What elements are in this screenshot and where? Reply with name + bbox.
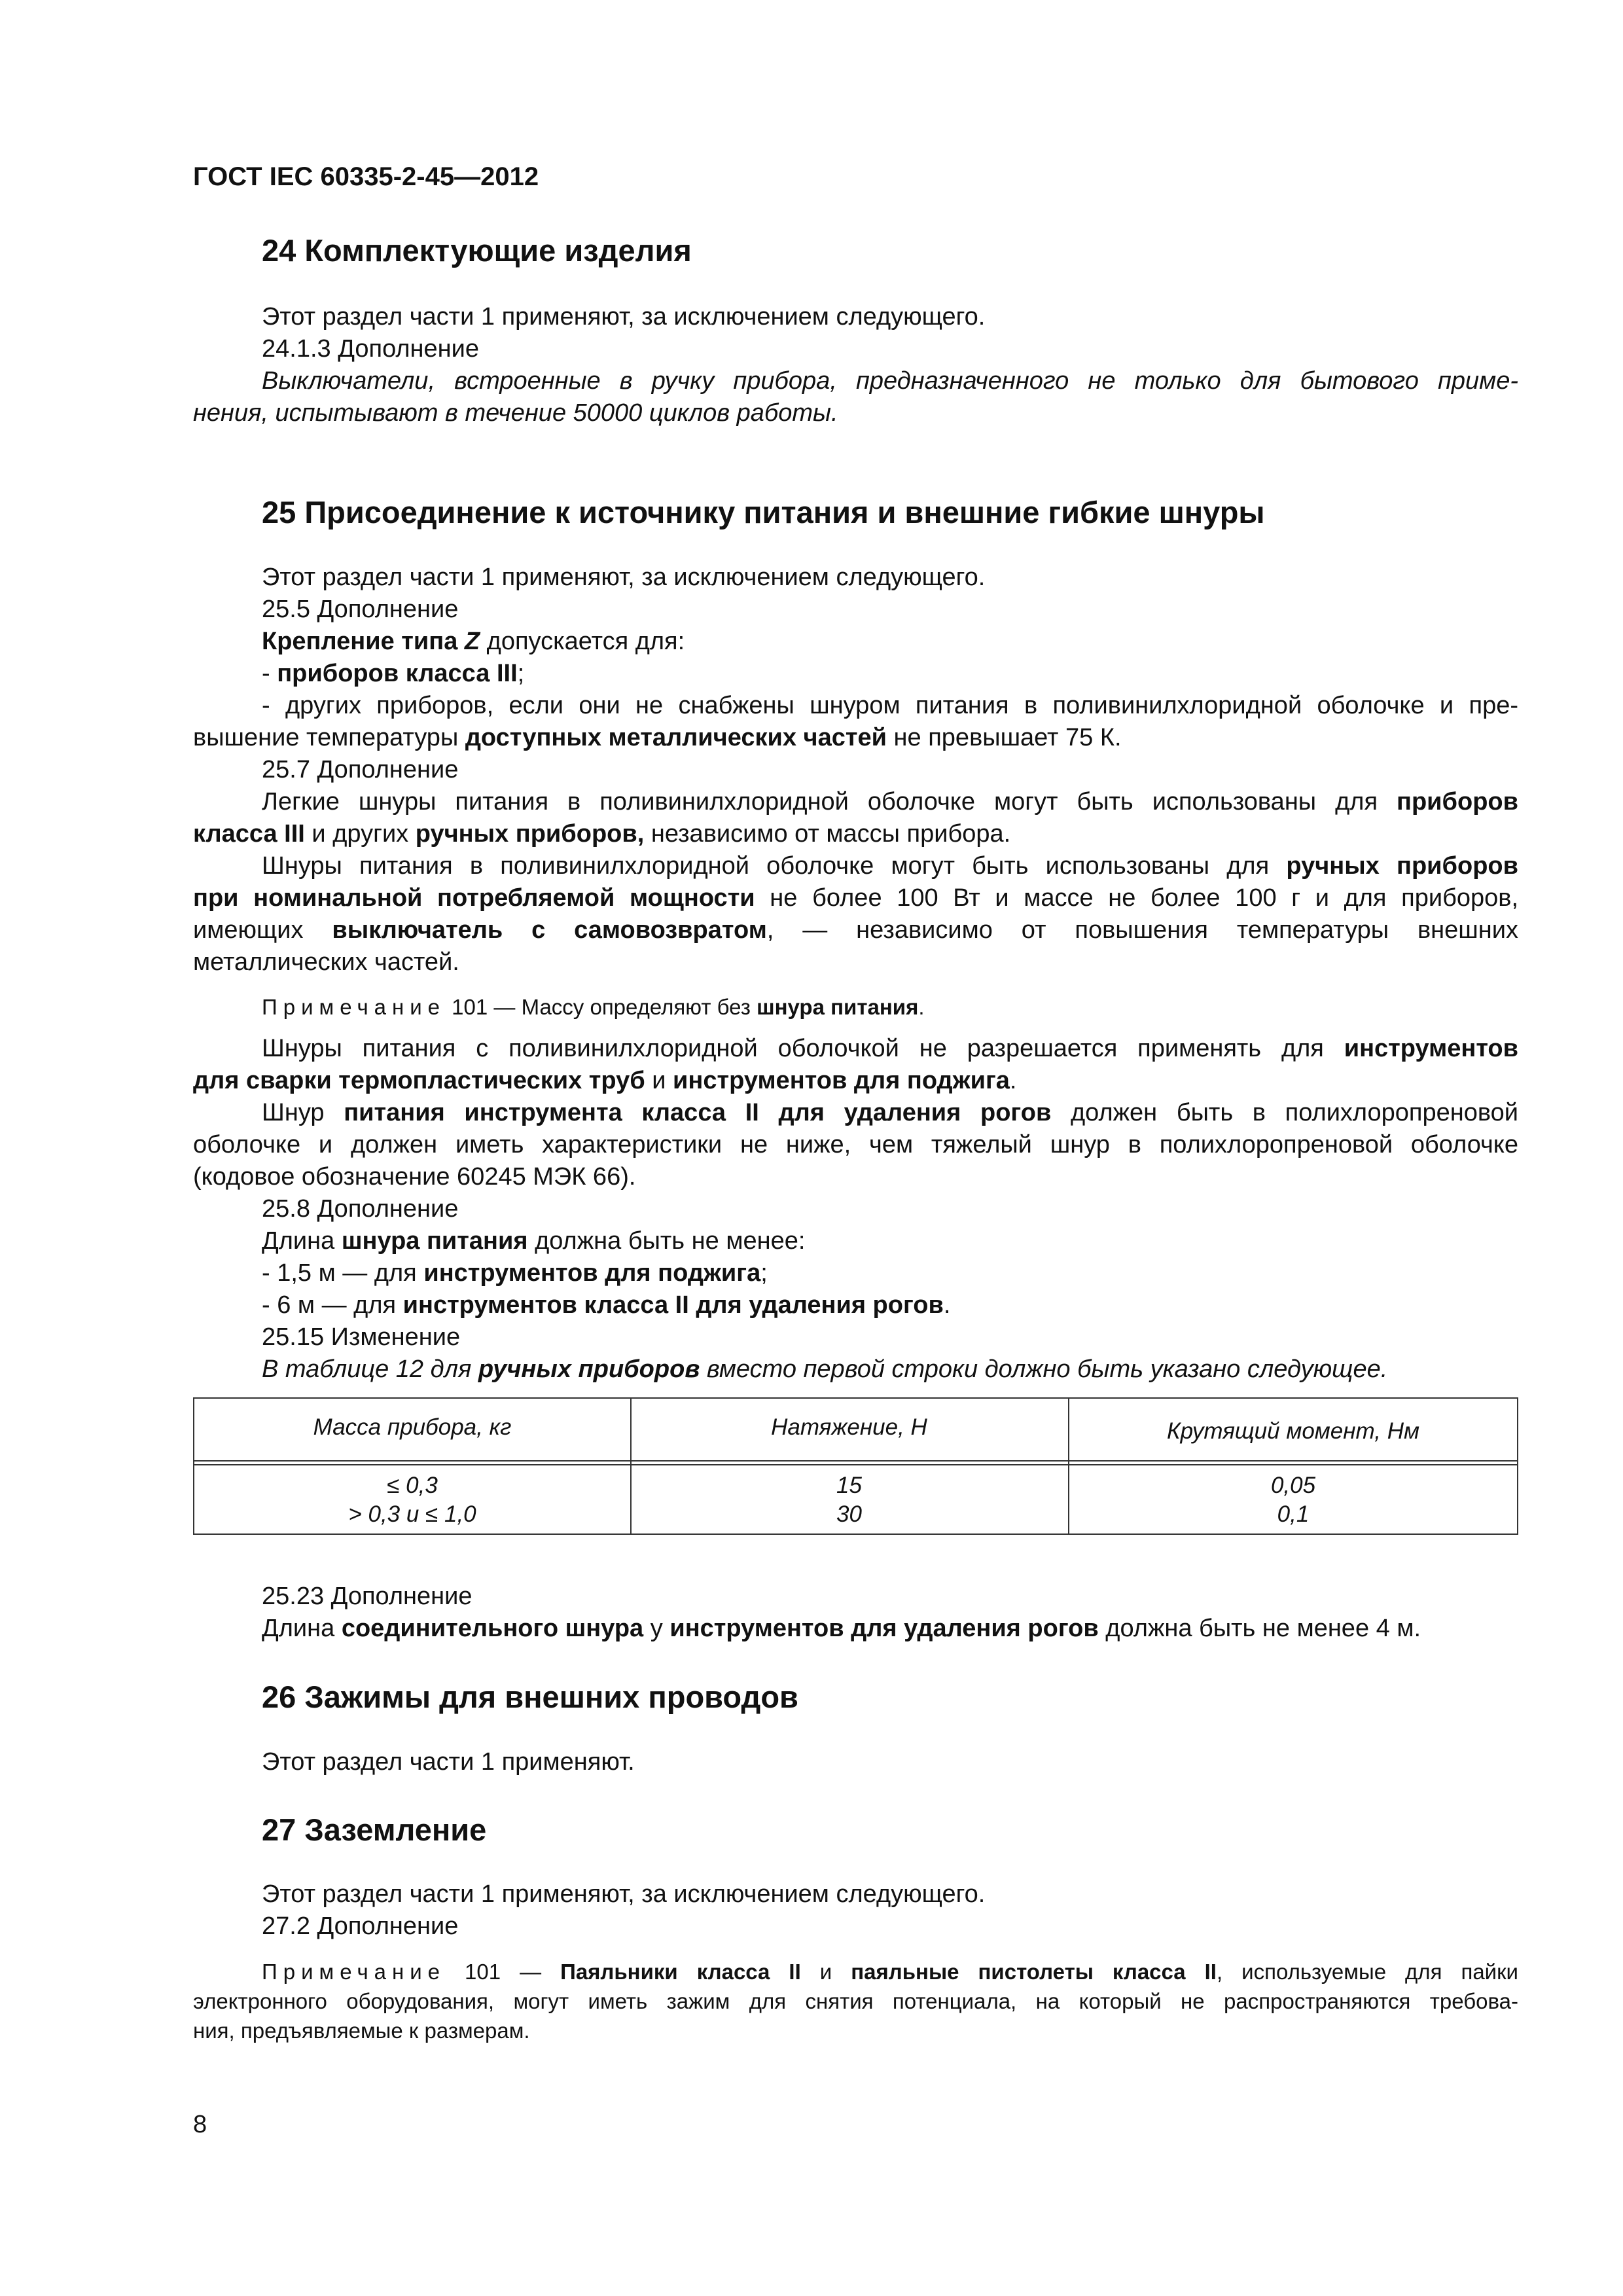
text: независимо от массы прибора. bbox=[644, 820, 1011, 848]
text: Шнуры питания в поливинилхлоридной оболочке могут быть использованы для bbox=[262, 852, 1287, 880]
term: соединительного шнура bbox=[341, 1615, 644, 1642]
text: - bbox=[262, 660, 277, 687]
table-cell: 0,1 bbox=[1277, 1501, 1310, 1527]
text: у bbox=[643, 1615, 670, 1642]
clause-25-7: 25.7 Дополнение bbox=[262, 756, 459, 783]
section-24-line: нения, испытывают в течение 50000 циклов работы. bbox=[193, 399, 838, 427]
text: должна быть не менее 4 м. bbox=[1098, 1615, 1421, 1642]
list-item bbox=[193, 658, 1518, 690]
term: шнура питания bbox=[757, 995, 919, 1019]
text: . bbox=[943, 1291, 951, 1319]
text: допускается для: bbox=[480, 628, 685, 655]
text: должен быть в полихлоропреновой bbox=[1051, 1099, 1519, 1126]
section-25-body bbox=[193, 562, 1518, 978]
text: и других bbox=[304, 820, 416, 848]
table-cell: 15 bbox=[836, 1473, 862, 1498]
text: . bbox=[1009, 1067, 1017, 1094]
section-25-title: 25 Присоединение к источнику питания и внешние гибкие шнуры bbox=[262, 495, 1265, 529]
section-25-line bbox=[193, 914, 1518, 946]
section-25-line bbox=[193, 626, 1518, 658]
term: Паяльники класса II bbox=[560, 1960, 801, 1984]
section-25-line bbox=[193, 786, 1518, 818]
text: ; bbox=[517, 660, 525, 687]
note-101-soldering bbox=[193, 1957, 1518, 2045]
term: ручных приборов, bbox=[415, 820, 645, 848]
section-25-line bbox=[193, 1097, 1518, 1129]
note-101-mass bbox=[193, 992, 1518, 1022]
section-26-line: Этот раздел части 1 применяют. bbox=[262, 1748, 635, 1776]
text: , используемые для пайки bbox=[1216, 1960, 1518, 1984]
section-24-line: Выключатели, встроенные в ручку прибора, предназначенного не только для бытового приме- bbox=[262, 367, 1518, 395]
section-27-line: Этот раздел части 1 применяют, за исключением следующего. bbox=[262, 1880, 986, 1908]
clause-25-23: 25.23 Дополнение bbox=[262, 1583, 473, 1610]
section-25-line bbox=[193, 1225, 1518, 1257]
term: инструментов класса II для удаления рогов bbox=[402, 1291, 944, 1319]
text: - 6 м — для bbox=[262, 1291, 403, 1319]
term: выключатель с самовозвратом bbox=[332, 916, 767, 944]
list-item bbox=[193, 1257, 1518, 1289]
term: шнура питания bbox=[341, 1227, 528, 1255]
table-12-replacement bbox=[193, 1397, 1518, 1535]
text: вместо первой строки должно быть указано следующее. bbox=[700, 1355, 1388, 1383]
section-24-body bbox=[193, 301, 1518, 429]
term: ручных приборов bbox=[478, 1355, 700, 1383]
section-24-title: 24 Комплектующие изделия bbox=[262, 233, 692, 268]
section-25-line: металлических частей. bbox=[193, 948, 459, 976]
section-25-line bbox=[193, 1065, 1518, 1097]
term: инструментов для удаления рогов bbox=[669, 1615, 1099, 1642]
text: ; bbox=[760, 1259, 768, 1287]
clause-25-8: 25.8 Дополнение bbox=[262, 1195, 459, 1223]
text: Шнур bbox=[262, 1099, 344, 1126]
section-25-line bbox=[193, 1033, 1518, 1065]
clause-27-2: 27.2 Дополнение bbox=[262, 1912, 459, 1940]
section-25-body-cont bbox=[193, 1033, 1518, 1386]
section-25-line: (кодовое обозначение 60245 МЭК 66). bbox=[193, 1163, 636, 1191]
term: ручных приборов bbox=[1286, 852, 1518, 880]
section-25-line bbox=[193, 1354, 1518, 1386]
term: Z bbox=[464, 628, 480, 655]
term: Крепление типа bbox=[262, 628, 465, 655]
list-item: - других приборов, если они не снабжены шнуром питания в поливинилхлоридной оболочке и пре- bbox=[262, 692, 1518, 719]
table-header-torque: Крутящий момент, Нм bbox=[1167, 1418, 1419, 1444]
text: имеющих bbox=[193, 916, 332, 944]
term: приборов класса III bbox=[277, 660, 518, 687]
table-cell: 30 bbox=[836, 1501, 862, 1527]
text: 101 — Массу определяют без bbox=[446, 995, 757, 1019]
term: доступных металлических частей bbox=[465, 724, 887, 751]
section-24-line: Этот раздел части 1 применяют, за исключением следующего. bbox=[262, 303, 986, 331]
section-25-line bbox=[193, 1613, 1518, 1645]
text: . bbox=[918, 995, 925, 1019]
table-header-tension: Натяжение, Н bbox=[771, 1414, 927, 1440]
section-25-line bbox=[193, 850, 1518, 882]
section-26-title: 26 Зажимы для внешних проводов bbox=[262, 1679, 798, 1714]
document-code-header: ГОСТ IEC 60335-2-45—2012 bbox=[193, 162, 539, 191]
term: питания инструмента класса II для удаления рогов bbox=[344, 1099, 1052, 1126]
clause-24-1-3: 24.1.3 Дополнение bbox=[262, 335, 480, 363]
section-27-body bbox=[193, 1878, 1518, 1943]
clause-25-15: 25.15 Изменение bbox=[262, 1323, 461, 1351]
text: вышение температуры bbox=[193, 724, 465, 751]
text: не более 100 Вт и массе не более 100 г и для приборов, bbox=[755, 884, 1519, 912]
text: Длина bbox=[262, 1615, 342, 1642]
term: паяльные пистолеты класса II bbox=[851, 1960, 1217, 1984]
section-25-line bbox=[193, 882, 1518, 914]
section-27-title: 27 Заземление bbox=[262, 1812, 487, 1847]
term: инструментов для поджига bbox=[673, 1067, 1010, 1094]
text: В таблице 12 для bbox=[262, 1355, 478, 1383]
term: при номинальной потребляемой мощности bbox=[193, 884, 755, 912]
note-label: Примечание bbox=[262, 1960, 446, 1984]
note-line: электронного оборудования, могут иметь зажим для снятия потенциала, на который не распространяются требова- bbox=[193, 1989, 1518, 2013]
text: должна быть не менее: bbox=[527, 1227, 806, 1255]
text: Шнуры питания с поливинилхлоридной оболочкой не разрешается применять для bbox=[262, 1035, 1344, 1062]
term: класса III bbox=[193, 820, 305, 848]
table-cell: > 0,3 и ≤ 1,0 bbox=[348, 1501, 476, 1527]
section-26-body bbox=[193, 1746, 1518, 1778]
table-cell: 0,05 bbox=[1270, 1473, 1316, 1498]
note-line bbox=[193, 1957, 1518, 1986]
page-number: 8 bbox=[193, 2111, 207, 2138]
section-25-line: Этот раздел части 1 применяют, за исключением следующего. bbox=[262, 564, 986, 591]
term: инструментов для поджига bbox=[423, 1259, 761, 1287]
table-header-mass: Масса прибора, кг bbox=[313, 1414, 512, 1440]
text: - 1,5 м — для bbox=[262, 1259, 424, 1287]
note-label: Примечание bbox=[262, 995, 446, 1019]
text: и bbox=[645, 1067, 673, 1094]
term: для сварки термопластических труб bbox=[193, 1067, 645, 1094]
section-25-line: оболочке и должен иметь характеристики не ниже, чем тяжелый шнур в полихлоропреновой оболочке bbox=[193, 1131, 1518, 1158]
note-line bbox=[193, 992, 1518, 1022]
clause-25-5: 25.5 Дополнение bbox=[262, 596, 459, 623]
clause-25-23-body bbox=[193, 1581, 1518, 1645]
table-cell: ≤ 0,3 bbox=[387, 1473, 438, 1498]
section-25-line bbox=[193, 818, 1518, 850]
note-line: ния, предъявляемые к размерам. bbox=[193, 2018, 530, 2043]
text: и bbox=[800, 1960, 851, 1984]
text: 101 — bbox=[446, 1960, 561, 1984]
text: не превышает 75 К. bbox=[886, 724, 1122, 751]
text: Длина bbox=[262, 1227, 342, 1255]
table-header-rule bbox=[194, 1460, 1517, 1462]
term: инструментов bbox=[1344, 1035, 1518, 1062]
list-item bbox=[193, 1289, 1518, 1321]
table-header-rule bbox=[194, 1464, 1517, 1465]
section-25-line bbox=[193, 722, 1518, 754]
text: , — независимо от повышения температуры внешних bbox=[766, 916, 1518, 944]
term: приборов bbox=[1397, 788, 1518, 816]
text: Легкие шнуры питания в поливинилхлоридной оболочке могут быть использованы для bbox=[262, 788, 1397, 816]
